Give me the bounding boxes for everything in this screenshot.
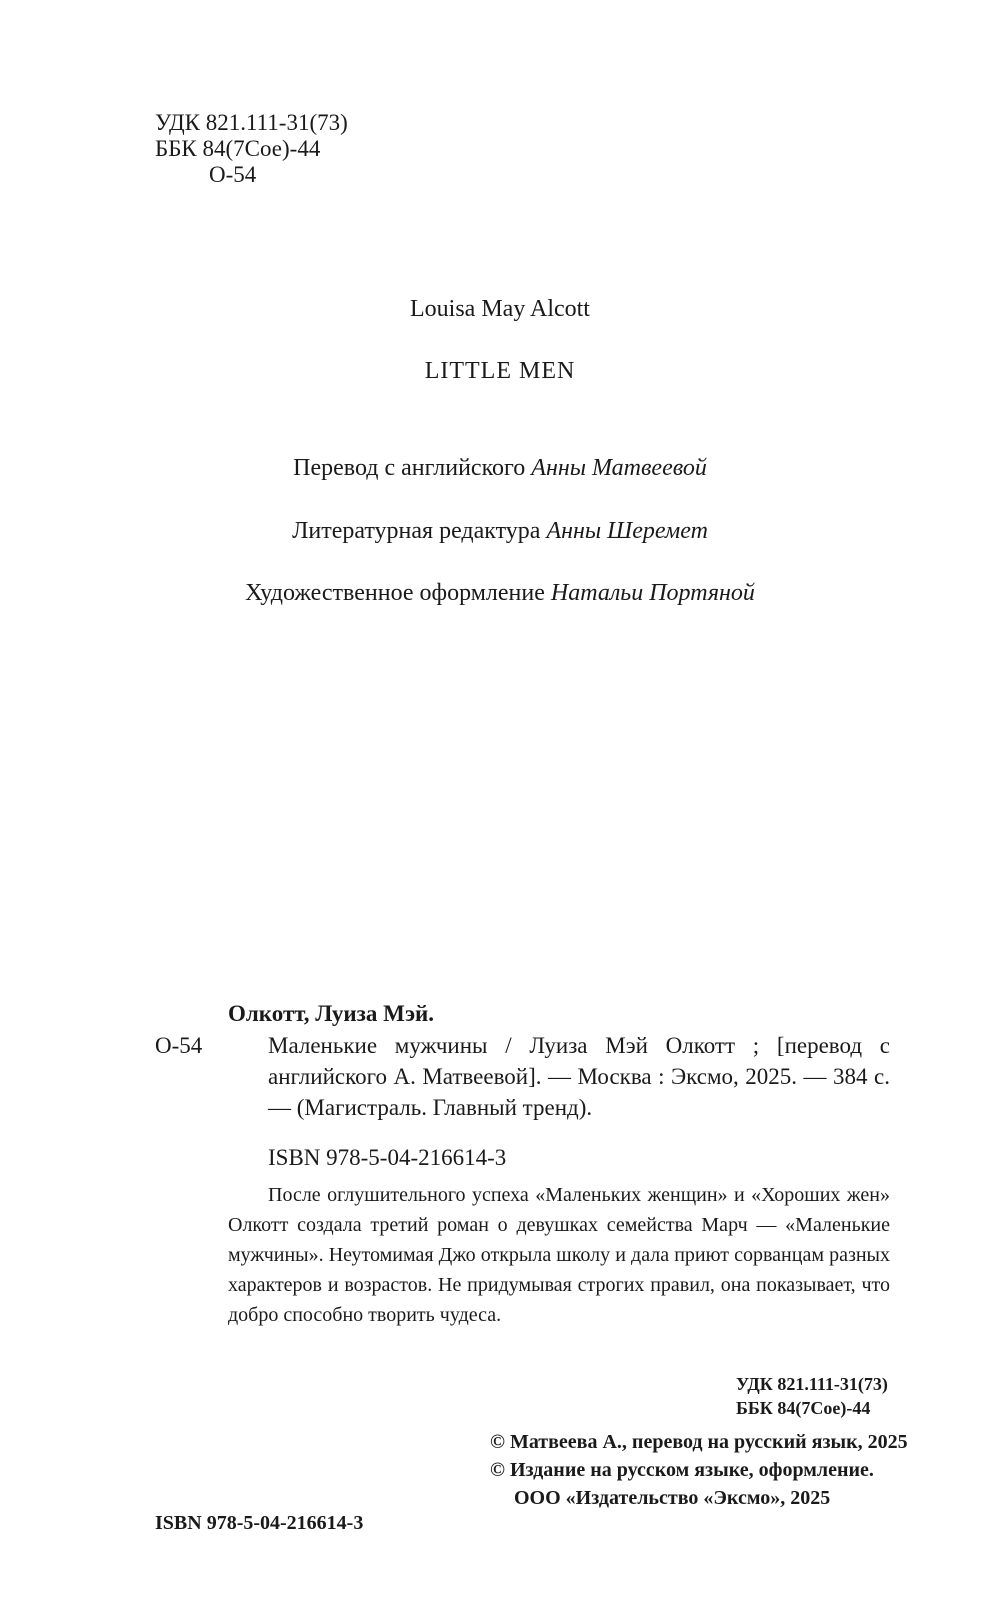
credit-label: Перевод с английского: [293, 455, 526, 481]
catalog-code: О-54: [155, 1033, 203, 1058]
catalog-author: Олкотт, Луиза Мэй.: [228, 1001, 435, 1026]
bbk-code-bold: ББК 84(7Сое)-44: [736, 1398, 871, 1418]
author-english: Louisa May Alcott: [410, 296, 590, 322]
credit-label: Художественное оформление: [245, 580, 545, 606]
bbk-code: ББК 84(7Сое)-44: [155, 136, 321, 161]
isbn-bottom: ISBN 978-5-04-216614-3: [155, 1512, 364, 1534]
udk-code: УДК 821.111-31(73): [155, 110, 348, 135]
catalog-codes-bottom: [736, 1372, 888, 1420]
author-mark: О-54: [209, 162, 257, 187]
copyright-publisher: © Издание на русском языке, оформление. ООО «Издательство «Эксмо», 2025: [490, 1459, 874, 1509]
credit-label: Литературная редактура: [292, 518, 541, 544]
credit-editing: [0, 518, 1000, 545]
credit-name: Натальи Портяной: [550, 580, 755, 606]
copyright-translation: © Матвеева А., перевод на русский язык, 2025: [490, 1431, 908, 1453]
credit-translation: [0, 455, 1000, 482]
credit-name: Анны Шеремет: [546, 518, 708, 544]
copyright-block: [490, 1428, 910, 1512]
annotation: После оглушительного успеха «Маленьких женщин» и «Хороших жен» Олкотт создала третий роман о девушках семейства Марч — «Маленькие мужчины». Неутомимая Джо открыла школу и дала приют сорванцам разных характеров и возрастов. Не придумывая строгих правил, она показывает, что добро способно творить чудеса.: [228, 1184, 890, 1326]
credit-name: Анны Матвеевой: [531, 455, 707, 481]
credit-design: [0, 580, 1000, 607]
classification-codes: [155, 110, 348, 188]
title-english: LITTLE MEN: [424, 358, 576, 384]
udk-code-bold: УДК 821.111-31(73): [736, 1374, 888, 1394]
catalog-isbn: ISBN 978-5-04-216614-3: [268, 1145, 507, 1170]
catalog-description: Маленькие мужчины / Луиза Мэй Олкотт ; [перевод с английского А. Матвеевой]. — Москва : Эксмо, 2025. — 384 с. — (Магистраль. Главный тренд).: [268, 1033, 890, 1120]
